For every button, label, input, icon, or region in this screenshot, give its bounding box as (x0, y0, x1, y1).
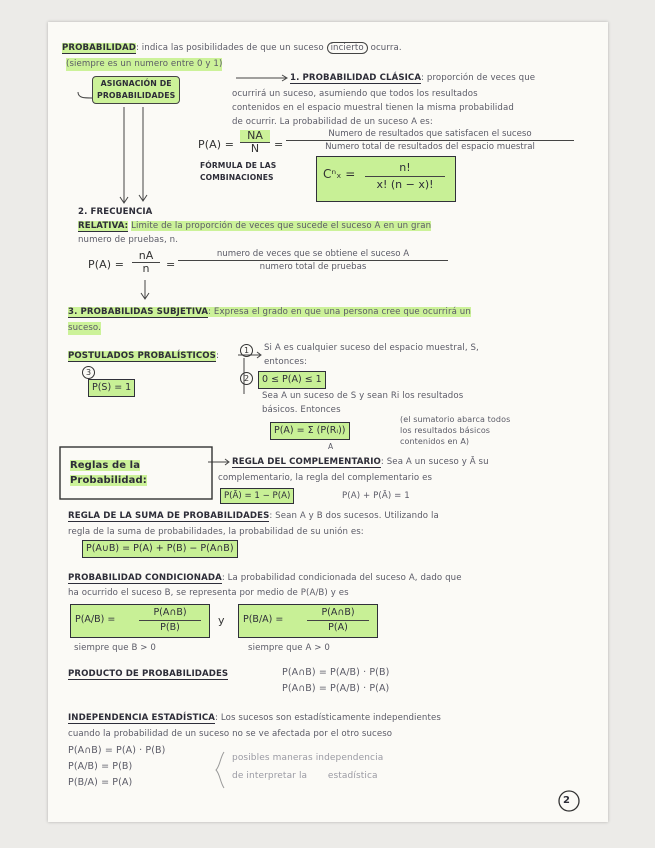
postulado-number-3: 3 (82, 366, 95, 379)
clasica-text-fraction (286, 128, 574, 153)
frecuencia-numerator: nA (132, 250, 160, 263)
condicionada-title: PROBABILIDAD CONDICIONADA (68, 573, 222, 583)
condicionada-formula-2 (238, 604, 378, 638)
clasica-title: 1. PROBABILIDAD CLÁSICA (290, 73, 422, 83)
condicionada-f2-lhs: P(B/A) = (243, 614, 284, 625)
independencia-note-1: posibles maneras independencia (232, 753, 384, 763)
independencia-formula-1: P(A∩B) = P(A) · P(B) (68, 745, 166, 756)
suma-formula: P(A∪B) = P(A) + P(B) − P(A∩B) (82, 540, 238, 558)
condicionada-line-2: ha ocurrido el suceso B, se representa por medio de P(A/B) y es (68, 588, 349, 598)
subjetiva-heading (68, 306, 471, 319)
combinaciones-numerator: n! (365, 160, 445, 177)
asignacion-line-2: PROBABILIDADES (97, 91, 176, 100)
clasica-numerator-text: Numero de resultados que satisfacen el suceso (286, 128, 574, 141)
frecuencia-line-2: numero de pruebas, n. (78, 235, 179, 245)
independencia-heading (68, 712, 441, 725)
asignacion-box (92, 76, 180, 104)
frecuencia-equals: = (166, 258, 176, 271)
independencia-formula-3: P(B/A) = P(A) (68, 777, 133, 788)
combinaciones-formula-box (316, 156, 456, 202)
frecuencia-numerator-text: numero de veces que se obtiene el suceso A (178, 248, 448, 261)
frecuencia-denominator: n (142, 262, 150, 275)
postulado-1-line-2: entonces: (264, 357, 308, 367)
frecuencia-line-1: Limite de la proporción de veces que sucede el suceso A en un gran (131, 221, 432, 231)
frecuencia-denominator-text: numero total de pruebas (259, 262, 367, 272)
sum-note-2: los resultados básicos (400, 426, 491, 435)
combinaciones-denominator: x! (n − x)! (376, 178, 434, 191)
condicionada-f1-fraction (139, 606, 201, 635)
suma-line-1: : Sean A y B dos sucesos. Utilizando la (269, 511, 439, 521)
complemento-line-1: : Sea A un suceso y Ā su (380, 457, 489, 467)
clasica-line-2: ocurrirá un suceso, asumiendo que todos los resultados (232, 89, 478, 99)
condicionada-f1-lhs: P(A/B) = (75, 614, 116, 625)
suma-line-2: regla de la suma de probabilidades, la probabilidad de su unión es: (68, 527, 364, 537)
inequality-formula: 0 ≤ P(A) ≤ 1 (258, 371, 326, 389)
producto-title: PRODUCTO DE PROBABILIDADES (68, 669, 229, 679)
ocurra-word: ocurra. (370, 43, 402, 53)
independencia-note-2: de interpretar la estadística (232, 771, 378, 781)
combinaciones-label-2: COMBINACIONES (200, 173, 274, 182)
postulado-number-1: 1 (240, 344, 253, 357)
postulado-2-line-1: Sea A un suceso de S y sean Ri los resultados (262, 391, 464, 401)
condicionada-condition-1: siempre que B > 0 (74, 643, 156, 653)
reglas-title-2: Probabilidad: (70, 475, 147, 486)
condicionada-condition-2: siempre que A > 0 (248, 643, 330, 653)
notebook-page (48, 22, 608, 822)
complemento-formula-2: P(A) + P(Ā) = 1 (342, 491, 410, 501)
frecuencia-title-1: 2. FRECUENCIA (78, 207, 153, 217)
sum-note-1: (el sumatorio abarca todos (400, 415, 511, 424)
probabilidad-title: PROBABILIDAD (62, 43, 136, 53)
clasica-denominator-text: Numero total de resultados del espacio muestral (325, 142, 535, 152)
independencia-title: INDEPENDENCIA ESTADÍSTICA (68, 713, 216, 723)
frecuencia-text-fraction (178, 248, 448, 273)
complemento-formula: P(Ā) = 1 − P(A) (220, 488, 294, 504)
postulado-1-line-1: Si A es cualquier suceso del espacio muestral, S, (264, 343, 479, 353)
reglas-title (70, 458, 147, 488)
probabilidad-def-1: : indica las posibilidades de que un suceso (135, 43, 324, 53)
producto-formula-2: P(A∩B) = P(A/B) · P(A) (282, 683, 390, 694)
suma-title: REGLA DE LA SUMA DE PROBABILIDADES (68, 511, 270, 521)
subjetiva-line-1: : Expresa el grado en que una persona cree que ocurrirá un (208, 307, 471, 317)
asignacion-line-1: ASIGNACIÓN DE (100, 79, 172, 88)
subjetiva-title: 3. PROBABILIDAS SUBJETIVA (68, 307, 209, 317)
combinaciones-label-1: FÓRMULA DE LAS (200, 161, 277, 170)
condicionada-formula-1 (70, 604, 210, 638)
sum-formula-text: P(A) = Σ (P(Rᵢ)) (274, 425, 346, 436)
clasica-pa: P(A) = (198, 138, 235, 151)
postulados-title: POSTULADOS PROBALÍSTICOS (68, 351, 216, 361)
clasica-line-1: : proporción de veces que (421, 73, 536, 83)
clasica-numerator: NA (240, 130, 270, 143)
suma-heading (68, 510, 439, 523)
clasica-equals: = (274, 138, 284, 151)
frecuencia-fraction (132, 250, 160, 275)
frecuencia-heading (78, 220, 431, 233)
sum-formula (270, 422, 350, 440)
condicionada-f2-numerator: P(A∩B) (307, 606, 369, 621)
frecuencia-title-2: RELATIVA: (78, 221, 129, 231)
condicionada-f1-denominator: P(B) (160, 622, 180, 633)
frecuencia-pa: P(A) = (88, 258, 125, 271)
independencia-line-1: : Los sucesos son estadísticamente independientes (215, 713, 441, 723)
sum-note (400, 414, 510, 447)
producto-formula-1: P(A∩B) = P(A/B) · P(B) (282, 667, 390, 678)
sum-subscript: A (328, 442, 334, 451)
reglas-title-1: Reglas de la (70, 460, 141, 471)
sum-note-3: contenidos en A) (400, 437, 470, 446)
complemento-heading (232, 456, 489, 469)
independencia-formula-2: P(A/B) = P(B) (68, 761, 133, 772)
condicionada-line-1: : La probabilidad condicionada del suceso A, dado que (221, 573, 462, 583)
page-number: 2 (563, 795, 571, 806)
combinaciones-fraction (365, 160, 445, 193)
independencia-line-2: cuando la probabilidad de un suceso no se ve afectada por el otro suceso (68, 729, 393, 739)
condicionada-f2-denominator: P(A) (328, 622, 348, 633)
ps-formula: P(S) = 1 (88, 379, 135, 397)
postulados-heading: POSTULADOS PROBALÍSTICOS: (68, 351, 219, 361)
postulado-2-line-2: básicos. Entonces (262, 405, 341, 415)
clasica-heading (290, 72, 535, 85)
clasica-line-3: contenidos en el espacio muestral tienen la misma probabilidad (232, 103, 514, 113)
clasica-line-4: de ocurrir. La probabilidad de un suceso A es: (232, 117, 433, 127)
condicionada-f1-numerator: P(A∩B) (139, 606, 201, 621)
complemento-title: REGLA DEL COMPLEMENTARIO (232, 457, 381, 467)
clasica-denominator: N (250, 142, 260, 155)
condicionada-f2-fraction (307, 606, 369, 635)
postulado-number-2: 2 (240, 372, 253, 385)
condicionada-y: y (218, 614, 225, 627)
complemento-line-2: complementario, la regla del complementario es (218, 473, 433, 483)
subjetiva-line-2: suceso. (68, 323, 101, 333)
probabilidad-range-note: (siempre es un numero entre 0 y 1) (66, 59, 223, 69)
clasica-fraction (240, 130, 270, 155)
combinaciones-lhs: Cⁿₓ = (323, 167, 356, 181)
incierto-word: incierto (327, 42, 368, 54)
condicionada-heading (68, 572, 462, 585)
combinaciones-label (200, 160, 276, 184)
probabilidad-definition (62, 42, 402, 55)
producto-heading (68, 668, 228, 681)
